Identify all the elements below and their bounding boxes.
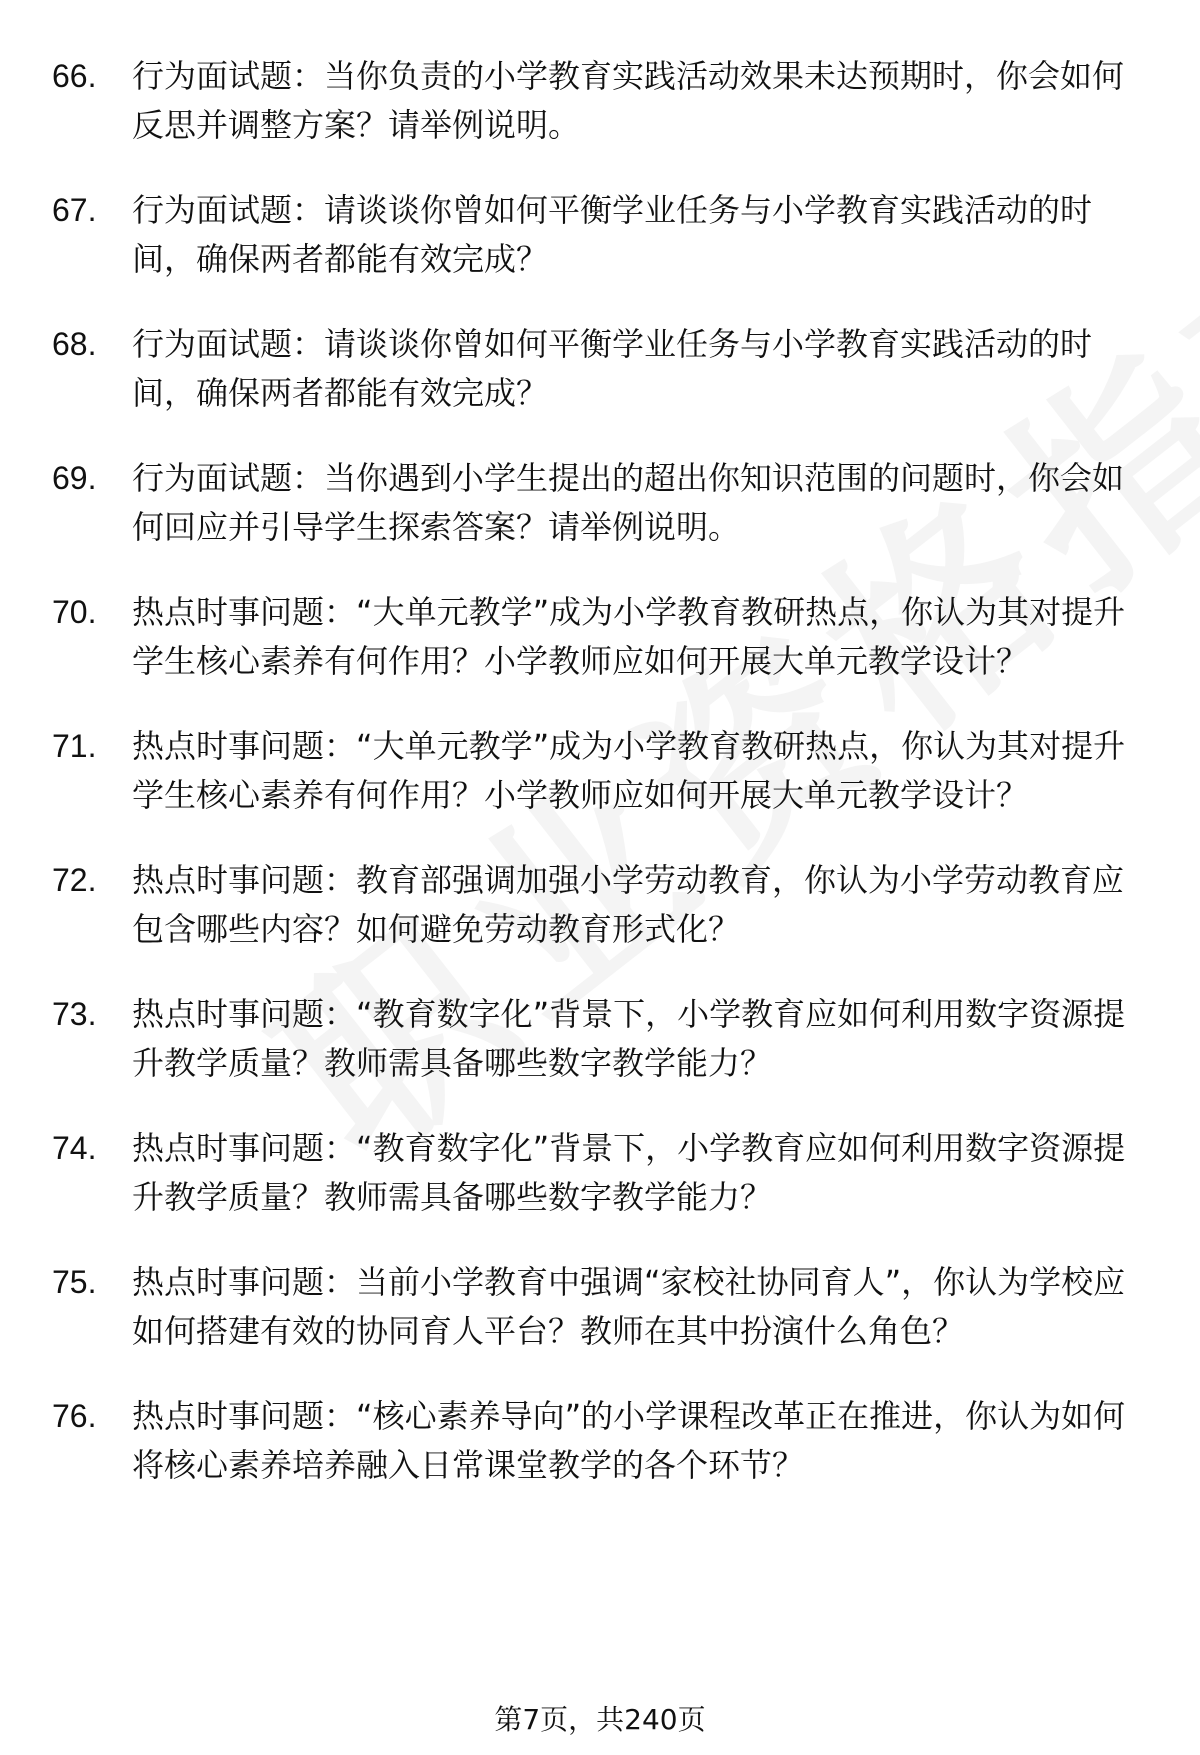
question-item	[52, 186, 1152, 284]
question-number: 67.	[52, 192, 97, 228]
question-item	[52, 1258, 1152, 1356]
question-text: 热点时事问题：“核心素养导向”的小学课程改革正在推进，你认为如何将核心素养培养融入日常课堂教学的各个环节？	[132, 1397, 1126, 1484]
page-footer: 第7页，共240页	[494, 1703, 706, 1736]
question-text: 行为面试题：请谈谈你曾如何平衡学业任务与小学教育实践活动的时间，确保两者都能有效完成？	[132, 191, 1093, 278]
question-item	[52, 588, 1152, 686]
question-number: 68.	[52, 326, 97, 362]
question-list	[52, 52, 1152, 1526]
question-text: 行为面试题：当你遇到小学生提出的超出你知识范围的问题时，你会如何回应并引导学生探索答案？请举例说明。	[132, 459, 1125, 546]
question-text: 热点时事问题：“大单元教学”成为小学教育教研热点，你认为其对提升学生核心素养有何作用？小学教师应如何开展大单元教学设计？	[132, 593, 1126, 680]
question-number: 74.	[52, 1130, 97, 1166]
question-item	[52, 856, 1152, 954]
question-text: 热点时事问题：“大单元教学”成为小学教育教研热点，你认为其对提升学生核心素养有何作用？小学教师应如何开展大单元教学设计？	[132, 727, 1126, 814]
question-text: 热点时事问题：“教育数字化”背景下，小学教育应如何利用数字资源提升教学质量？教师需具备哪些数字教学能力？	[132, 1129, 1126, 1216]
question-item	[52, 990, 1152, 1088]
question-text: 热点时事问题：教育部强调加强小学劳动教育，你认为小学劳动教育应包含哪些内容？如何避免劳动教育形式化？	[132, 861, 1125, 948]
question-item	[52, 1392, 1152, 1490]
question-item	[52, 722, 1152, 820]
question-number: 70.	[52, 594, 97, 630]
question-number: 69.	[52, 460, 97, 496]
question-text: 行为面试题：请谈谈你曾如何平衡学业任务与小学教育实践活动的时间，确保两者都能有效完成？	[132, 325, 1093, 412]
question-item	[52, 1124, 1152, 1222]
question-item	[52, 52, 1152, 150]
question-number: 73.	[52, 996, 97, 1032]
question-number: 76.	[52, 1398, 97, 1434]
question-item	[52, 454, 1152, 552]
question-item	[52, 320, 1152, 418]
question-text: 热点时事问题：当前小学教育中强调“家校社协同育人”，你认为学校应如何搭建有效的协同育人平台？教师在其中扮演什么角色？	[132, 1263, 1126, 1350]
question-number: 71.	[52, 728, 97, 764]
question-number: 66.	[52, 58, 97, 94]
question-text: 热点时事问题：“教育数字化”背景下，小学教育应如何利用数字资源提升教学质量？教师需具备哪些数字教学能力？	[132, 995, 1126, 1082]
question-text: 行为面试题：当你负责的小学教育实践活动效果未达预期时，你会如何反思并调整方案？请举例说明。	[132, 57, 1125, 144]
question-number: 72.	[52, 862, 97, 898]
question-number: 75.	[52, 1264, 97, 1300]
